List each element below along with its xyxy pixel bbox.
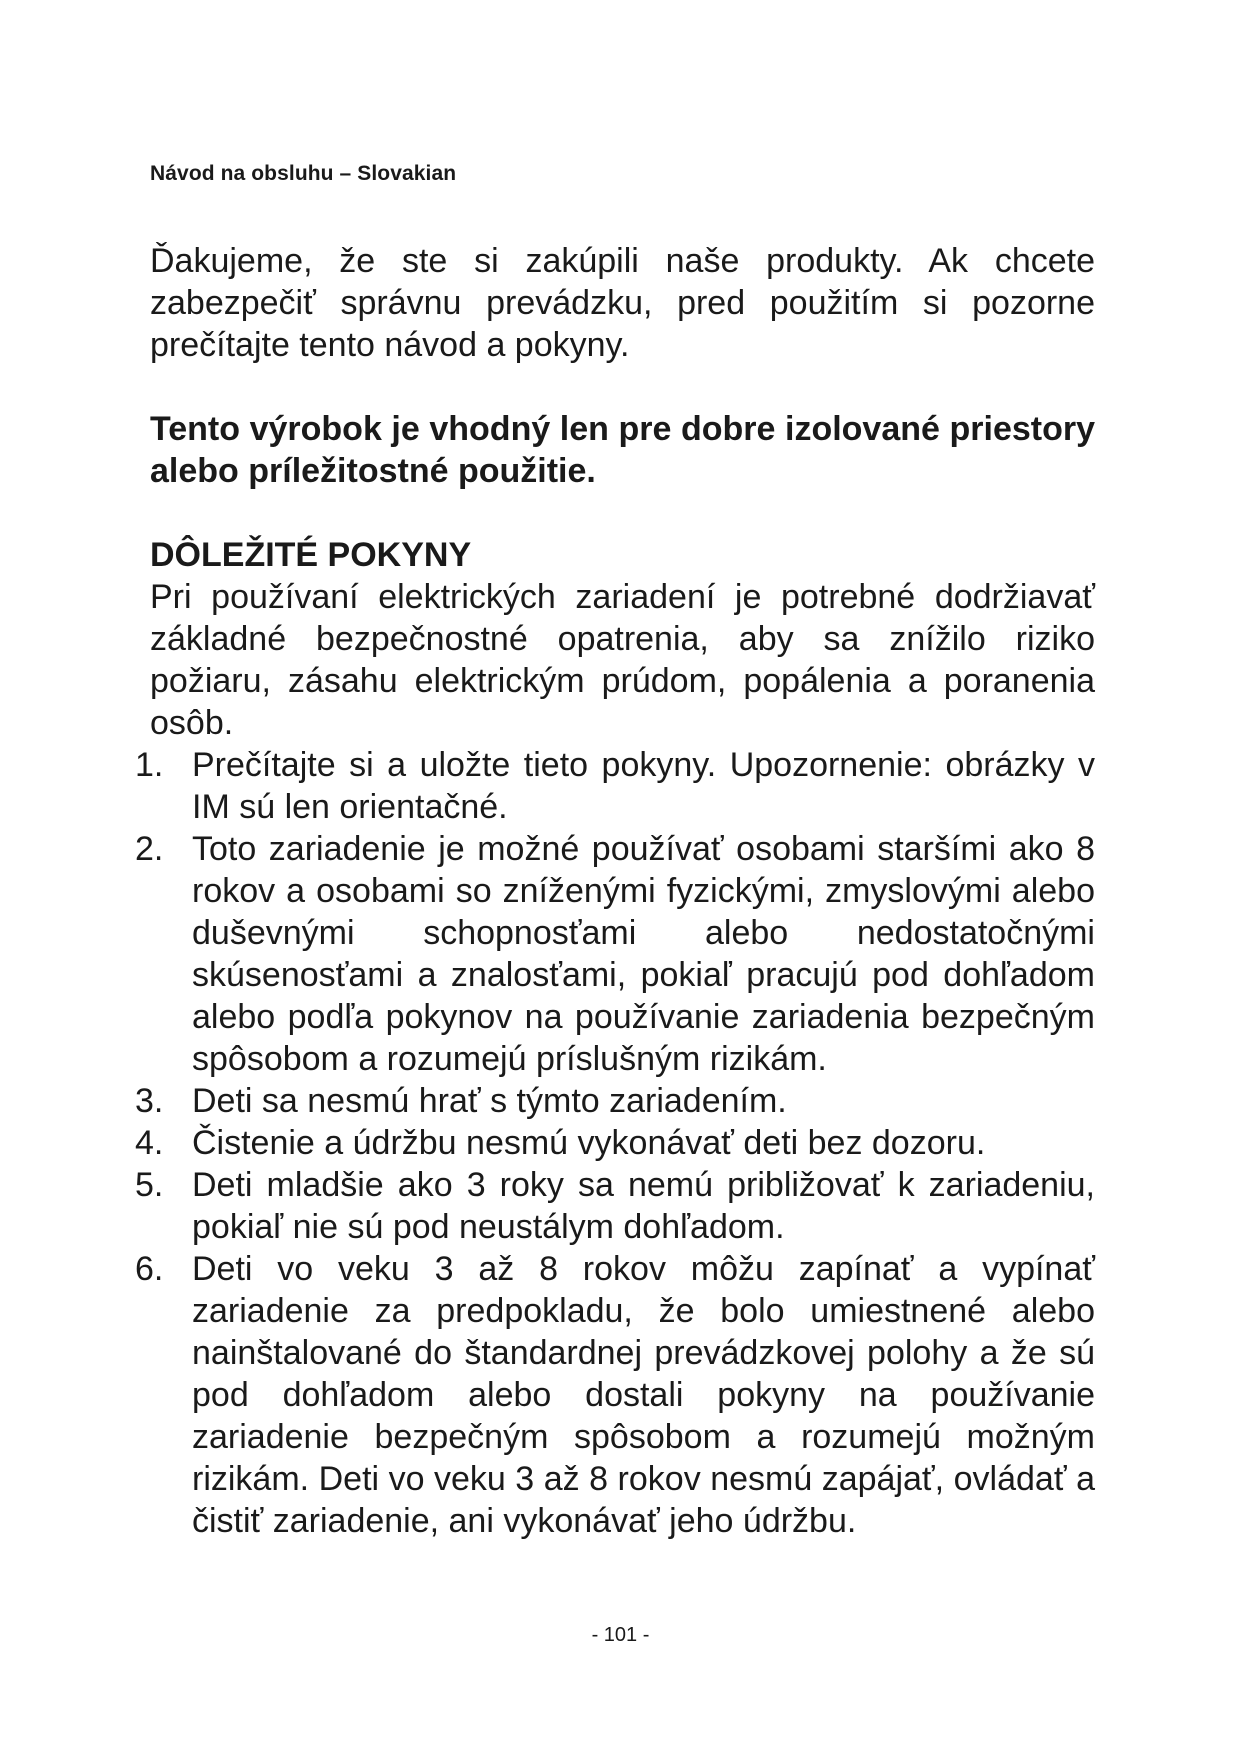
- document-header: Návod na obsluhu – Slovakian: [150, 162, 457, 185]
- list-item-number: 1.: [135, 746, 164, 784]
- list-item-number: 3.: [135, 1082, 164, 1120]
- list-item-text: Deti sa nesmú hrať s týmto zariadením.: [192, 1082, 787, 1120]
- list-item: [135, 1248, 1095, 1542]
- warning-paragraph: Tento výrobok je vhodný len pre dobre izolované priestory alebo príležitostné použitie.: [150, 410, 1095, 490]
- list-item: [135, 1122, 1095, 1164]
- list-item: [135, 1080, 1095, 1122]
- list-item-number: 5.: [135, 1166, 164, 1204]
- list-item-number: 6.: [135, 1250, 164, 1288]
- section-title: DÔLEŽITÉ POKYNY: [150, 536, 472, 574]
- page-number: - 101 -: [591, 1624, 650, 1646]
- section-intro: Pri používaní elektrických zariadení je potrebné dodržiavať základné bezpečnostné opatrenia, aby sa znížilo riziko požiaru, zásahu elektrickým prúdom, popálenia a poranenia osôb.: [150, 578, 1095, 742]
- list-item-text: Prečítajte si a uložte tieto pokyny. Upozornenie: obrázky v IM sú len orientačné.: [192, 746, 1095, 826]
- instructions-list: [135, 744, 1095, 1542]
- list-item-text: Čistenie a údržbu nesmú vykonávať deti bez dozoru.: [192, 1124, 986, 1162]
- list-item-number: 4.: [135, 1124, 164, 1162]
- document-body: [135, 240, 1095, 1542]
- list-item: [135, 744, 1095, 828]
- list-item: [135, 1164, 1095, 1248]
- list-item-text: Toto zariadenie je možné používať osobami staršími ako 8 rokov a osobami so zníženými fyzickými, zmyslovými alebo duševnými schopnosťami alebo nedostatočnými skúsenosťami a znalosťami, pokiaľ pracujú pod dohľadom alebo podľa pokynov na používanie zariadenia bezpečným spôsobom a rozumejú príslušným rizikám.: [192, 830, 1095, 1078]
- intro-paragraph: Ďakujeme, že ste si zakúpili naše produkty. Ak chcete zabezpečiť správnu prevádzku, pred použitím si pozorne prečítajte tento návod a pokyny.: [150, 242, 1095, 364]
- list-item-number: 2.: [135, 830, 164, 868]
- list-item: [135, 828, 1095, 1080]
- list-item-text: Deti mladšie ako 3 roky sa nemú približovať k zariadeniu, pokiaľ nie sú pod neustálym dohľadom.: [192, 1166, 1095, 1246]
- list-item-text: Deti vo veku 3 až 8 rokov môžu zapínať a vypínať zariadenie za predpokladu, že bolo umiestnené alebo nainštalované do štandardnej prevádzkovej polohy a že sú pod dohľadom alebo dostali pokyny na používanie zariadenie bezpečným spôsobom a rozumejú možným rizikám. Deti vo veku 3 až 8 rokov nesmú zapájať, ovládať a čistiť zariadenie, ani vykonávať jeho údržbu.: [192, 1250, 1095, 1540]
